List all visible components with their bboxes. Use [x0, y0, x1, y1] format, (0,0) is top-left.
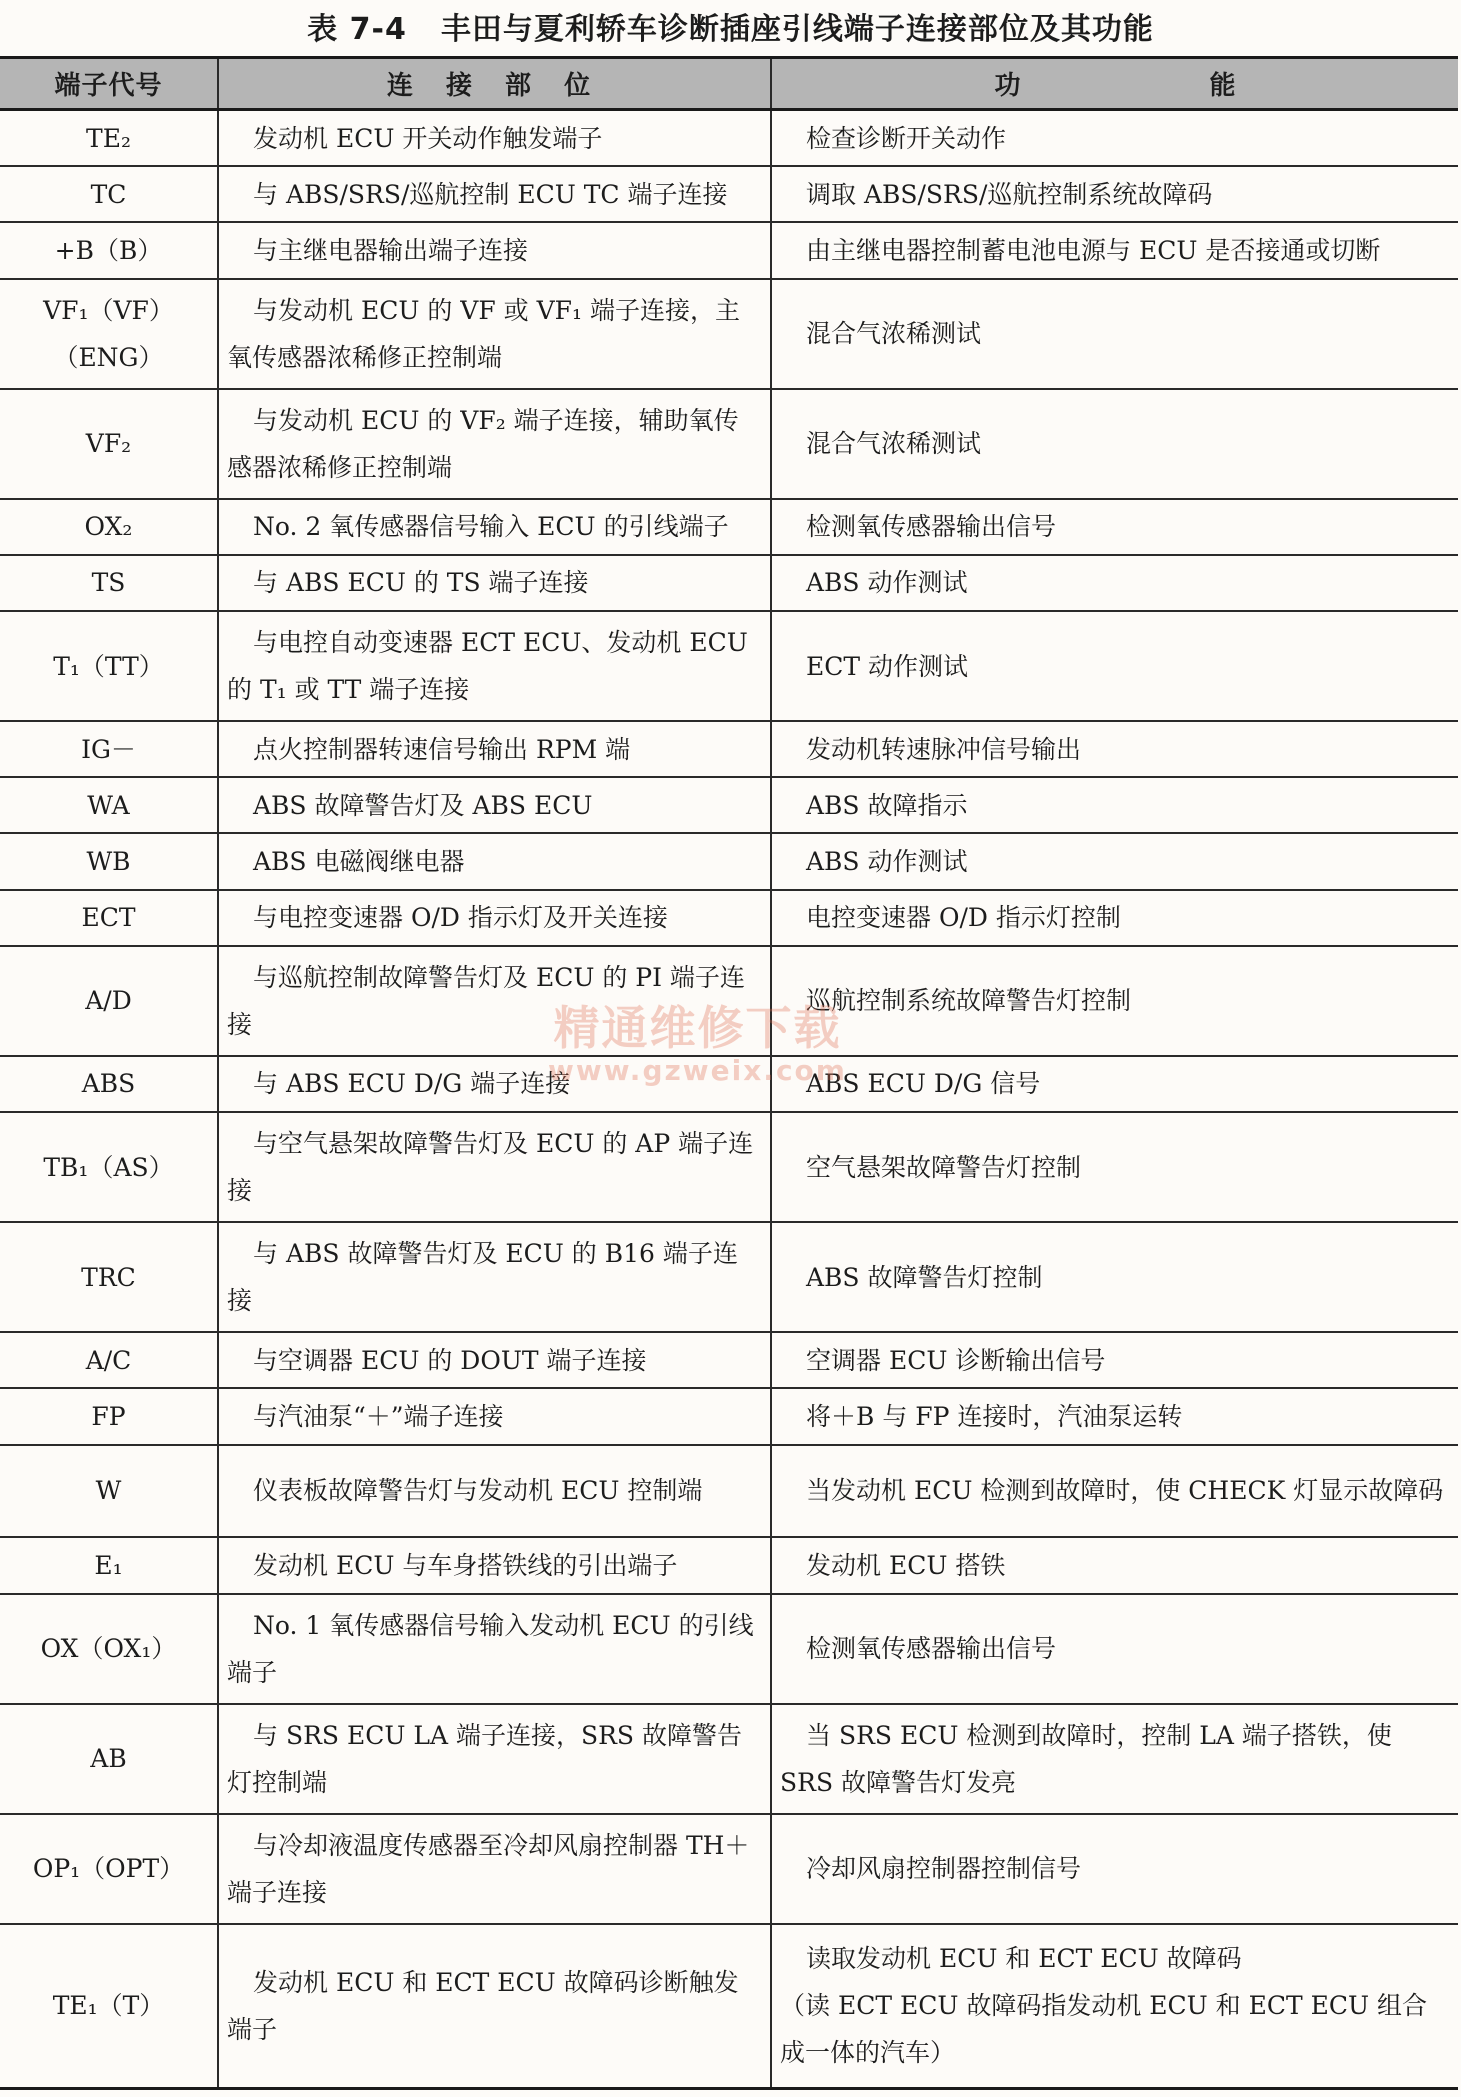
connection-cell-text: ABS 电磁阀继电器 [253, 847, 465, 877]
table-number: 表 7-4 [307, 12, 407, 47]
terminal-code-text: TS [91, 568, 126, 598]
table-row [0, 1594, 1458, 1704]
terminal-code [0, 1056, 218, 1112]
function-cell [771, 1814, 1458, 1924]
function-cell-text: ABS 动作测试 [806, 847, 968, 877]
connection-cell [218, 1924, 771, 2089]
connection-cell-text: 与 ABS/SRS/巡航控制 ECU TC 端子连接 [253, 179, 728, 209]
connection-cell-text: 与冷却液温度传感器至冷却风扇控制器 TH＋端子连接 [227, 1830, 750, 1907]
connection-cell-text: 发动机 ECU 开关动作触发端子 [253, 123, 603, 153]
terminal-code [0, 611, 218, 721]
terminal-table [0, 56, 1458, 2090]
terminal-code [0, 1332, 218, 1388]
table-row [0, 1112, 1458, 1222]
terminal-code [0, 1814, 218, 1924]
function-cell [771, 611, 1458, 721]
function-cell-text: ABS 故障指示 [806, 790, 968, 820]
terminal-code [0, 777, 218, 833]
connection-cell [218, 611, 771, 721]
connection-cell [218, 1594, 771, 1704]
connection-cell [218, 499, 771, 555]
terminal-code-text: （ENG） [53, 342, 164, 372]
terminal-code-text: A/C [85, 1345, 132, 1375]
terminal-code [0, 110, 218, 167]
function-cell [771, 1112, 1458, 1222]
table-row [0, 611, 1458, 721]
table-row [0, 1924, 1458, 2089]
terminal-code-text: E₁ [94, 1550, 123, 1580]
function-cell [771, 1445, 1458, 1538]
header-connection: 连 接 部 位 [218, 58, 771, 110]
terminal-code [0, 833, 218, 889]
terminal-code-text: FP [91, 1401, 126, 1431]
terminal-code [0, 1704, 218, 1814]
function-cell [771, 890, 1458, 946]
terminal-code [0, 499, 218, 555]
function-cell [771, 389, 1458, 499]
function-cell [771, 110, 1458, 167]
function-cell [771, 833, 1458, 889]
connection-cell [218, 222, 771, 278]
connection-cell-text: 与 SRS ECU LA 端子连接，SRS 故障警告灯控制端 [227, 1720, 742, 1797]
table-row [0, 1332, 1458, 1388]
function-cell [771, 222, 1458, 278]
connection-cell [218, 166, 771, 222]
terminal-code-text: W [95, 1476, 122, 1506]
connection-cell-text: 与电控自动变速器 ECT ECU、发动机 ECU 的 T₁ 或 TT 端子连接 [227, 628, 748, 705]
function-cell-text: ABS 动作测试 [806, 568, 968, 598]
terminal-code [0, 555, 218, 611]
function-cell [771, 1924, 1458, 2089]
function-cell-text: 当 SRS ECU 检测到故障时，控制 LA 端子搭铁，使 SRS 故障警告灯发亮 [780, 1720, 1392, 1797]
terminal-code [0, 166, 218, 222]
terminal-code-text: ECT [81, 903, 136, 933]
watermark-line2: www.gzweix.com [548, 1054, 847, 1087]
function-cell-text: 发动机转速脉冲信号输出 [806, 734, 1082, 764]
function-cell [771, 1594, 1458, 1704]
terminal-code [0, 721, 218, 777]
connection-cell-text: 与空调器 ECU 的 DOUT 端子连接 [253, 1345, 647, 1375]
terminal-code [0, 1924, 218, 2089]
connection-cell-text: 与 ABS ECU D/G 端子连接 [253, 1069, 571, 1099]
connection-cell [218, 890, 771, 946]
connection-cell [218, 777, 771, 833]
function-cell [771, 1332, 1458, 1388]
connection-cell [218, 555, 771, 611]
function-cell [771, 946, 1458, 1056]
table-row [0, 1537, 1458, 1593]
function-cell [771, 555, 1458, 611]
function-cell [771, 777, 1458, 833]
connection-cell-text: 与发动机 ECU 的 VF 或 VF₁ 端子连接，主氧传感器浓稀修正控制端 [227, 295, 740, 372]
function-cell [771, 1222, 1458, 1332]
function-cell-text: ABS ECU D/G 信号 [806, 1069, 1041, 1099]
terminal-code-text: ABS [81, 1069, 136, 1099]
table-row [0, 946, 1458, 1056]
terminal-code-text: IG－ [81, 734, 136, 764]
table-row [0, 499, 1458, 555]
table-row [0, 890, 1458, 946]
connection-cell [218, 1222, 771, 1332]
connection-cell-text: 与发动机 ECU 的 VF₂ 端子连接，辅助氧传感器浓稀修正控制端 [227, 405, 739, 482]
terminal-code-text: OP₁（OPT） [32, 1854, 185, 1884]
function-cell-text: 检查诊断开关动作 [806, 123, 1007, 153]
connection-cell-text: 与 ABS 故障警告灯及 ECU 的 B16 端子连接 [227, 1239, 738, 1316]
table-row [0, 166, 1458, 222]
table-row [0, 1222, 1458, 1332]
function-cell-text: 混合气浓稀测试 [806, 319, 982, 349]
connection-cell-text: 与汽油泵“＋”端子连接 [253, 1401, 504, 1431]
terminal-code-text: +B（B） [54, 236, 163, 265]
function-cell-text: 检测氧传感器输出信号 [806, 512, 1057, 542]
function-cell [771, 1704, 1458, 1814]
function-cell-text: （读 ECT ECU 故障码指发动机 ECU 和 ECT ECU 组合成一体的汽车） [780, 1991, 1428, 2068]
function-cell [771, 721, 1458, 777]
function-cell-text: ABS 故障警告灯控制 [806, 1262, 1043, 1292]
connection-cell [218, 1445, 771, 1538]
terminal-code-text: WA [87, 790, 130, 820]
table-row [0, 1704, 1458, 1814]
table-row [0, 1814, 1458, 1924]
terminal-code [0, 946, 218, 1056]
function-cell [771, 1388, 1458, 1444]
function-cell [771, 499, 1458, 555]
terminal-code-text: A/D [85, 986, 132, 1016]
function-cell-text: 当发动机 ECU 检测到故障时，使 CHECK 灯显示故障码 [806, 1476, 1444, 1506]
function-cell-text: 空调器 ECU 诊断输出信号 [806, 1345, 1106, 1375]
connection-cell [218, 1332, 771, 1388]
function-cell [771, 1537, 1458, 1593]
connection-cell-text: 与巡航控制故障警告灯及 ECU 的 PI 端子连接 [227, 962, 745, 1039]
function-cell [771, 279, 1458, 389]
table-row [0, 555, 1458, 611]
terminal-code [0, 1388, 218, 1444]
connection-cell [218, 1056, 771, 1112]
connection-cell [218, 833, 771, 889]
terminal-code [0, 890, 218, 946]
terminal-code-text: OX（OX₁） [40, 1634, 177, 1664]
connection-cell-text: No. 2 氧传感器信号输入 ECU 的引线端子 [253, 512, 729, 542]
connection-cell-text: 与电控变速器 O/D 指示灯及开关连接 [253, 903, 668, 933]
function-cell-text: 调取 ABS/SRS/巡航控制系统故障码 [806, 179, 1213, 209]
connection-cell-text: 与空气悬架故障警告灯及 ECU 的 AP 端子连接 [227, 1129, 754, 1206]
terminal-code-text: T₁（TT） [53, 651, 164, 681]
function-cell-text: 巡航控制系统故障警告灯控制 [806, 986, 1132, 1016]
connection-cell-text: 与主继电器输出端子连接 [253, 236, 529, 265]
table-row [0, 222, 1458, 278]
connection-cell [218, 1537, 771, 1593]
table-row [0, 1056, 1458, 1112]
function-cell-text: 混合气浓稀测试 [806, 429, 982, 459]
connection-cell-text: 发动机 ECU 与车身搭铁线的引出端子 [253, 1550, 678, 1580]
table-row [0, 721, 1458, 777]
terminal-code-text: VF₂ [85, 429, 132, 459]
header-function: 功 能 [771, 58, 1458, 110]
table-row [0, 833, 1458, 889]
connection-cell-text: 仪表板故障警告灯与发动机 ECU 控制端 [253, 1476, 703, 1506]
table-row [0, 777, 1458, 833]
connection-cell [218, 1704, 771, 1814]
connection-cell [218, 1112, 771, 1222]
function-cell-text: 检测氧传感器输出信号 [806, 1634, 1057, 1664]
connection-cell-text: 发动机 ECU 和 ECT ECU 故障码诊断触发端子 [227, 1967, 739, 2044]
terminal-code [0, 279, 218, 389]
function-cell-text: 将＋B 与 FP 连接时，汽油泵运转 [806, 1401, 1183, 1431]
terminal-code [0, 1112, 218, 1222]
terminal-code [0, 1594, 218, 1704]
terminal-code-text: TB₁（AS） [43, 1152, 174, 1182]
connection-cell [218, 389, 771, 499]
function-cell-text: 发动机 ECU 搭铁 [806, 1550, 1006, 1580]
terminal-code [0, 1445, 218, 1538]
terminal-code-text: TRC [81, 1262, 136, 1292]
table-row [0, 279, 1458, 389]
table-row [0, 389, 1458, 499]
table-row [0, 1445, 1458, 1538]
connection-cell-text: ABS 故障警告灯及 ABS ECU [253, 790, 593, 820]
terminal-code-text: TC [90, 179, 127, 209]
connection-cell-text: 与 ABS ECU 的 TS 端子连接 [253, 568, 589, 598]
terminal-code [0, 389, 218, 499]
function-cell-text: 电控变速器 O/D 指示灯控制 [806, 903, 1121, 933]
table-title [0, 0, 1461, 52]
table-title-text: 丰田与夏利轿车诊断插座引线端子连接部位及其功能 [440, 12, 1154, 47]
watermark-line1: 精通维修下载 [553, 1001, 842, 1055]
function-cell-text: 冷却风扇控制器控制信号 [806, 1854, 1082, 1884]
connection-cell [218, 1814, 771, 1924]
terminal-code-text: VF₁（VF） [43, 295, 174, 325]
function-cell [771, 1056, 1458, 1112]
connection-cell [218, 946, 771, 1056]
terminal-code [0, 222, 218, 278]
connection-cell-text: 点火控制器转速信号输出 RPM 端 [253, 734, 631, 764]
connection-cell-text: No. 1 氧传感器信号输入发动机 ECU 的引线端子 [227, 1610, 754, 1687]
terminal-code-text: TE₁（T） [52, 1991, 165, 2021]
connection-cell [218, 1388, 771, 1444]
function-cell-text: 读取发动机 ECU 和 ECT ECU 故障码 [806, 1944, 1242, 1974]
function-cell-text: ECT 动作测试 [806, 651, 968, 681]
function-cell [771, 166, 1458, 222]
table-row [0, 110, 1458, 167]
terminal-code-text: AB [90, 1744, 127, 1774]
connection-cell [218, 279, 771, 389]
terminal-code-text: TE₂ [86, 123, 131, 153]
table-row [0, 1388, 1458, 1444]
connection-cell [218, 110, 771, 167]
connection-cell [218, 721, 771, 777]
terminal-code [0, 1222, 218, 1332]
function-cell-text: 由主继电器控制蓄电池电源与 ECU 是否接通或切断 [806, 236, 1381, 265]
header-code: 端子代号 [0, 58, 218, 110]
function-cell-text: 空气悬架故障警告灯控制 [806, 1152, 1082, 1182]
header-row [0, 58, 1458, 110]
terminal-code-text: WB [86, 847, 131, 877]
terminal-code [0, 1537, 218, 1593]
terminal-code-text: OX₂ [84, 512, 133, 542]
